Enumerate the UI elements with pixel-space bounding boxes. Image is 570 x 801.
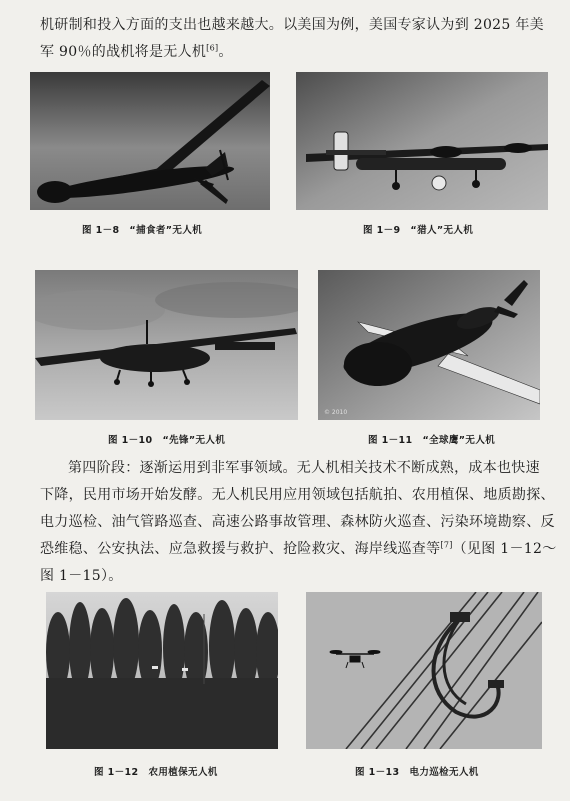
figure-caption: 图 1－8 “捕食者”无人机 xyxy=(82,225,203,236)
paragraph-line: 第四阶段：逐渐运用到非军事领域。无人机相关技术不断成熟，成本也快速 xyxy=(68,460,540,476)
figure-hunter-photo xyxy=(296,72,548,210)
citation-ref: [7] xyxy=(440,540,453,550)
figure-caption: 图 1－9 “猎人”无人机 xyxy=(363,225,474,236)
paragraph-text: 军 90％的战机将是无人机 xyxy=(40,44,207,60)
paragraph-text: 恐维稳、公安执法、应急救援与救护、抢险救灾、海岸线巡查等 xyxy=(40,541,441,557)
paragraph-line: 下降，民用市场开始发酵。无人机民用应用领域包括航拍、农用植保、地质勘探、 xyxy=(40,487,555,503)
figure-global-hawk-photo xyxy=(318,270,540,420)
figure-caption: 图 1－13 电力巡检无人机 xyxy=(355,767,479,778)
figure-caption: 图 1－11 “全球鹰”无人机 xyxy=(368,435,496,446)
figure-caption: 图 1－12 农用植保无人机 xyxy=(94,767,218,778)
paragraph-line: 电力巡检、油气管路巡查、高速公路事故管理、森林防火巡查、污染环境勘察、反 xyxy=(40,514,555,530)
figure-predator-photo xyxy=(30,72,270,210)
citation-ref: [6] xyxy=(206,43,219,53)
figure-pioneer-photo xyxy=(35,270,298,420)
body-paragraph-2 xyxy=(40,455,557,590)
paragraph-text: （见图 1－12～ xyxy=(452,541,557,557)
paragraph-line: 机研制和投入方面的支出也越来越大。以美国为例，美国专家认为到 2025 年美 xyxy=(40,17,544,33)
paragraph-line xyxy=(40,39,540,66)
paragraph-line: 图 1－15）。 xyxy=(40,568,123,584)
paragraph-line xyxy=(40,536,557,563)
figure-agricultural-drone-photo xyxy=(46,592,278,749)
paragraph-text: 。 xyxy=(218,44,233,60)
figure-power-inspection-photo xyxy=(306,592,542,749)
photo-watermark: © 2010 xyxy=(324,409,348,416)
figure-caption: 图 1－10 “先锋”无人机 xyxy=(108,435,226,446)
body-paragraph-1 xyxy=(40,12,544,66)
